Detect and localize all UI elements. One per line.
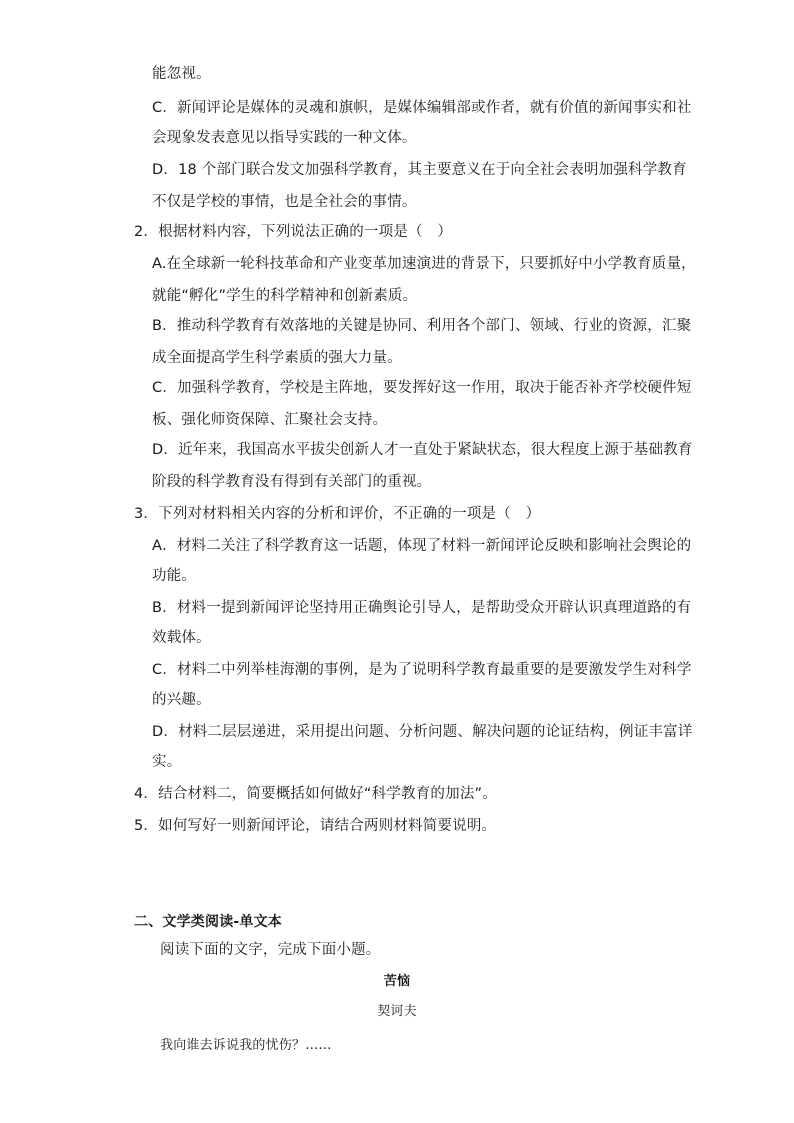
- question-2-stem: 2．根据材料内容，下列说法正确的一项是（ ）: [134, 224, 453, 240]
- q3-option-b-line-2: 效载体。: [152, 630, 211, 646]
- q3-option-a-line-2: 功能。: [152, 568, 197, 584]
- q2-option-d-line-2: 阶段的科学教育没有得到有关部门的重视。: [152, 474, 432, 490]
- q3-option-a-line-1: A．材料二关注了科学教育这一话题，体现了材料一新闻评论反映和影响社会舆论的: [152, 538, 692, 554]
- question-4: 4．结合材料二，简要概括如何做好“科学教育的加法”。: [134, 786, 497, 802]
- question-5: 5．如何写好一则新闻评论，请结合两则材料简要说明。: [134, 818, 497, 834]
- q3-option-d-line-1: D．材料二层层递进，采用提出问题、分析问题、解决问题的论证结构，例证丰富详: [152, 724, 693, 740]
- q3-option-b-line-1: B．材料一提到新闻评论坚持用正确舆论引导人，是帮助受众开辟认识真理道路的有: [152, 600, 692, 616]
- story-first-line: 我向谁去诉说我的忧伤？……: [160, 1038, 332, 1053]
- question-3-stem: 3．下列对材料相关内容的分析和评价，不正确的一项是（ ）: [134, 506, 541, 522]
- option-c-line-1: C．新闻评论是媒体的灵魂和旗帜，是媒体编辑部或作者，就有价值的新闻事实和社: [152, 100, 692, 116]
- q3-option-c-line-2: 的兴趣。: [152, 692, 211, 708]
- option-c-line-2: 会现象发表意见以指导实践的一种文体。: [152, 130, 417, 146]
- story-author: 契诃夫: [377, 1004, 417, 1019]
- q2-option-a-line-1: A.在全球新一轮科技革命和产业变革加速演进的背景下，只要抓好中小学教育质量，: [152, 256, 696, 272]
- option-d-line-1: D．18 个部门联合发文加强科学教育，其主要意义在于向全社会表明加强科学教育: [152, 162, 687, 178]
- q2-option-a-line-2: 就能“孵化”学生的科学精神和创新素质。: [152, 288, 418, 304]
- story-title: 苦恼: [383, 974, 411, 989]
- section-instruction: 阅读下面的文字，完成下面小题。: [160, 942, 381, 958]
- q2-option-c-line-2: 板、强化师资保障、汇聚社会支持。: [152, 412, 388, 428]
- section-heading: 二、文学类阅读-单文本: [134, 914, 283, 930]
- q3-option-c-line-1: C．材料二中列举桂海潮的事例，是为了说明科学教育最重要的是要激发学生对科学: [152, 662, 692, 678]
- text-line: 能忽视。: [152, 66, 211, 82]
- q2-option-b-line-2: 成全面提高学生科学素质的强大力量。: [152, 350, 402, 366]
- q2-option-b-line-1: B．推动科学教育有效落地的关键是协同、利用各个部门、领域、行业的资源，汇聚: [152, 318, 692, 334]
- q2-option-c-line-1: C．加强科学教育，学校是主阵地，要发挥好这一作用，取决于能否补齐学校硬件短: [152, 380, 692, 396]
- q3-option-d-line-2: 实。: [152, 754, 182, 770]
- q2-option-d-line-1: D．近年来，我国高水平拔尖创新人才一直处于紧缺状态，很大程度上源于基础教育: [152, 442, 693, 458]
- option-d-line-2: 不仅是学校的事情，也是全社会的事情。: [152, 194, 417, 210]
